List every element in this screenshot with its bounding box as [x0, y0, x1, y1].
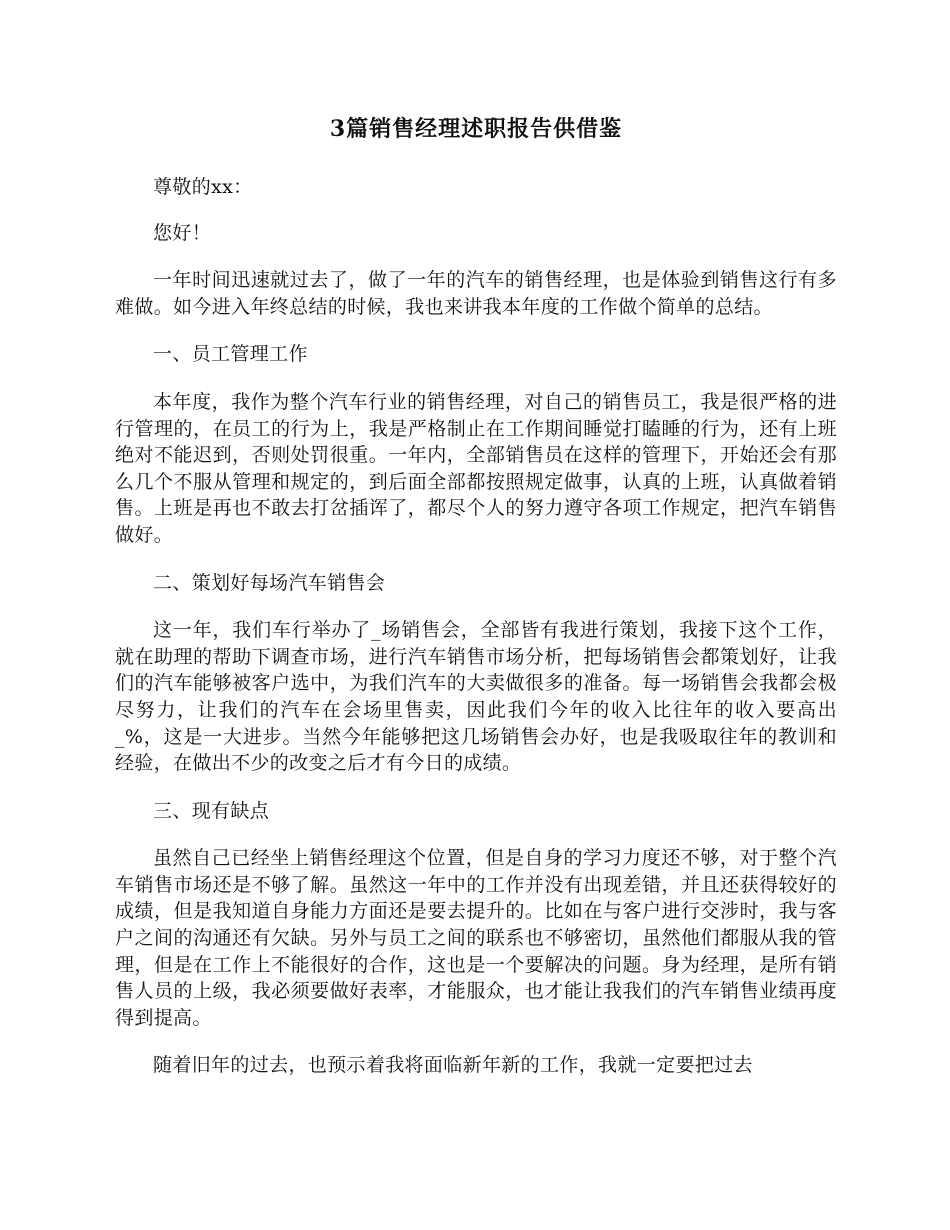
closing-paragraph: 随着旧年的过去，也预示着我将面临新年新的工作，我就一定要把过去: [153, 1054, 753, 1077]
section-heading-staff-management: 一、员工管理工作: [153, 343, 308, 366]
document-title: 3篇销售经理述职报告供借鉴: [329, 116, 623, 142]
sales-events-paragraph: 这一年，我们车行举办了_场销售会，全部皆有我进行策划，我接下这个工作，就在助理的帮助下调查市场，进行汽车销售市场分析，把每场销售会都策划好，让我们的汽车能够被客户选中，为我们汽车的大卖做很多的准备。每一场销售会我都会极尽努力，让我们的汽车在会场里售卖，因此我们今年的收入比往年的收入要高出_%，这是一大进步。当然今年能够把这几场销售会办好，也是我吸取往年的教训和经验，在做出不少的改变之后才有今日的成绩。: [115, 619, 837, 775]
intro-paragraph: 一年时间迅速就过去了，做了一年的汽车的销售经理，也是体验到销售这行有多难做。如今进入年终总结的时候，我也来讲我本年度的工作做个简单的总结。: [115, 269, 837, 318]
salutation: 尊敬的xx：: [153, 176, 253, 198]
greeting: 您好！: [153, 221, 212, 244]
shortcomings-paragraph: 虽然自己已经坐上销售经理这个位置，但是自身的学习力度还不够，对于整个汽车销售市场还是不够了解。虽然这一年中的工作并没有出现差错，并且还获得较好的成绩，但是我知道自身能力方面还是要去提升的。比如在与客户进行交涉时，我与客户之间的沟通还有欠缺。另外与员工之间的联系也不够密切，虽然他们都服从我的管理，但是在工作上不能很好的合作，这也是一个要解决的问题。身为经理，是所有销售人员的上级，我必须要做好表率，才能服众，也才能让我我们的汽车销售业绩再度得到提高。: [115, 847, 837, 1029]
staff-management-paragraph: 本年度，我作为整个汽车行业的销售经理，对自己的销售员工，我是很严格的进行管理的，在员工的行为上，我是严格制止在工作期间睡觉打瞌睡的行为，还有上班绝对不能迟到，否则处罚很重。一年内，全部销售员在这样的管理下，开始还会有那么几个不服从管理和规定的，到后面全部都按照规定做事，认真的上班，认真做着销售。上班是再也不敢去打岔插诨了，都尽个人的努力遵守各项工作规定，把汽车销售做好。: [115, 390, 837, 546]
document-page: [115, 112, 837, 1100]
section-heading-shortcomings: 三、现有缺点: [153, 799, 270, 822]
section-heading-sales-events: 二、策划好每场汽车销售会: [153, 571, 386, 594]
